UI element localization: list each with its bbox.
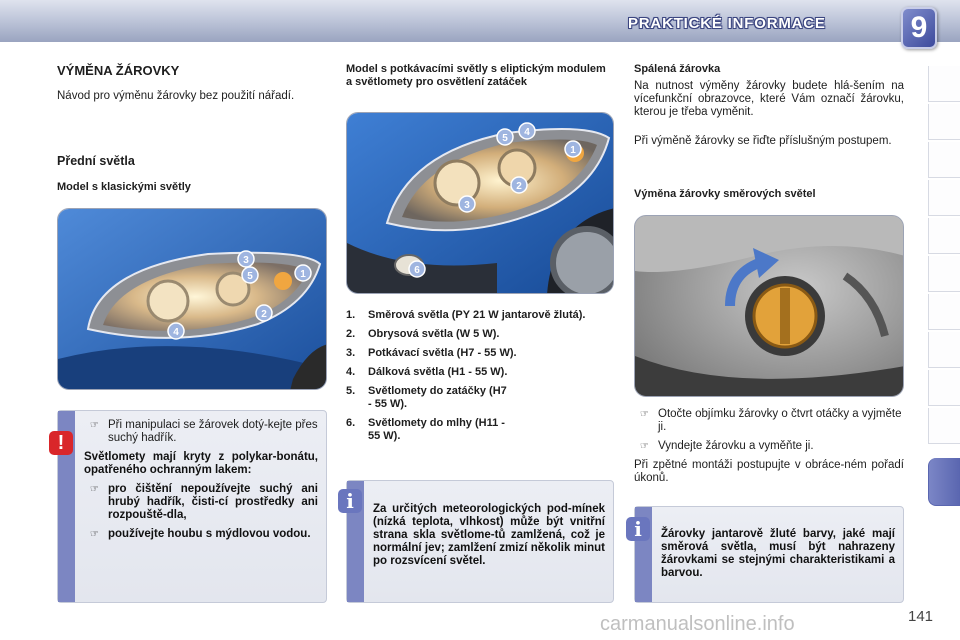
reassembly-text: Při zpětné montáži postupujte v obráce-ném pořadí úkonů. — [634, 459, 904, 484]
callout-marker — [565, 141, 581, 157]
svg-text:5: 5 — [502, 133, 508, 144]
callout-marker — [238, 251, 254, 267]
side-tab[interactable] — [928, 256, 960, 292]
svg-text:2: 2 — [516, 181, 522, 192]
page-number: 141 — [908, 608, 934, 625]
step-bullet: ☞ Vyndejte žárovku a vyměňte ji. — [634, 440, 904, 453]
side-tab[interactable] — [928, 66, 960, 102]
callout-marker — [511, 177, 527, 193]
svg-text:1: 1 — [300, 269, 306, 280]
info-note — [634, 506, 904, 603]
elliptic-headlamp-photo — [346, 112, 614, 294]
info-icon: i — [626, 517, 650, 541]
list-item: 2. Obrysová světla (W 5 W). — [346, 328, 500, 340]
watermark: carmanualsonline.info — [600, 613, 795, 635]
warning-bullet: ☞ používejte houbu s mýdlovou vodou. — [84, 528, 318, 541]
list-item: 3. Potkávací světla (H7 - 55 W). — [346, 347, 517, 359]
svg-text:5: 5 — [247, 271, 253, 282]
classic-model-heading: Model s klasickými světly — [57, 181, 191, 193]
bulb-steps — [634, 408, 904, 485]
finger-pointer-icon: ☞ — [90, 420, 99, 431]
side-tab[interactable] — [928, 142, 960, 178]
callout-marker — [242, 267, 258, 283]
callout-marker — [497, 129, 513, 145]
chapter-badge: 9 — [901, 7, 937, 49]
warning-bold-text: Světlomety mají kryty z polykar-bonátu, opatřeného ochranným lakem: — [84, 451, 318, 476]
side-tab[interactable] — [928, 104, 960, 140]
list-item: 5. Světlomety do zatáčky (H7 - 55 W). — [346, 385, 507, 410]
warning-note — [57, 410, 327, 603]
svg-text:3: 3 — [243, 255, 249, 266]
elliptic-model-heading: Model s potkávacími světly s eliptickým modulem a světlomety pro osvětlení zatáček — [346, 63, 606, 88]
callout-marker — [295, 265, 311, 281]
svg-text:4: 4 — [524, 127, 530, 138]
callout-marker — [256, 305, 272, 321]
finger-pointer-icon: ☞ — [640, 441, 649, 452]
warning-bullet: ☞ pro čištění nepoužívejte suchý ani hrubý hadřík, čisti-cí prostředky ani rozpouště-dla, — [84, 483, 318, 522]
info-text: Žárovky jantarově žluté barvy, jaké mají směrová světla, musí být nahrazeny žárovkami se stejnými charakteristikami a barvou. — [661, 528, 895, 579]
info-icon: i — [338, 489, 362, 513]
side-tab[interactable] — [928, 218, 960, 254]
svg-text:1: 1 — [570, 145, 576, 156]
info-text: Za určitých meteorologických pod-mínek (nízká teplota, vlhkost) může být vnitřní strana skla světlome-tů zamlžená, což je normální jev; zamlžení zmizí několik minut po rozsvícení světel. — [373, 503, 605, 567]
svg-text:3: 3 — [464, 200, 470, 211]
photo-callouts — [347, 113, 614, 294]
bulb-list — [346, 309, 596, 449]
warning-bullet: ☞ Při manipulaci se žárovek dotý-kejte přes suchý hadřík. — [84, 419, 318, 445]
side-tab[interactable] — [928, 370, 960, 406]
side-tab[interactable] — [928, 408, 960, 444]
burnt-bulb-heading: Spálená žárovka — [634, 63, 721, 75]
photo-callouts — [58, 209, 327, 390]
intro-text: Návod pro výměnu žárovky bez použití nářadí. — [57, 90, 295, 102]
list-item: 6. Světlomety do mlhy (H11 - 55 W). — [346, 417, 505, 442]
svg-text:4: 4 — [173, 327, 179, 338]
page-title: PRAKTICKÉ INFORMACE — [628, 15, 826, 32]
exclamation-icon: ! — [49, 431, 73, 455]
finger-pointer-icon: ☞ — [90, 484, 99, 495]
callout-marker — [168, 323, 184, 339]
svg-text:2: 2 — [261, 309, 267, 320]
indicator-bulb-heading: Výměna žárovky směrových světel — [634, 188, 816, 200]
side-tab[interactable] — [928, 180, 960, 216]
classic-headlamp-photo — [57, 208, 327, 390]
section-title: VÝMĚNA ŽÁROVKY — [57, 63, 180, 78]
side-tab-active[interactable] — [928, 458, 960, 506]
info-note — [346, 480, 614, 603]
procedure-text: Při výměně žárovky se řiďte příslušným postupem. — [634, 135, 892, 147]
burnt-bulb-text: Na nutnost výměny žárovky budete hlá-šením na vícefunkční obrazovce, které Vám označí žárovku, kterou je třeba vyměnit. — [634, 80, 904, 118]
bulb-replacement-photo — [634, 215, 904, 397]
side-tab[interactable] — [928, 294, 960, 330]
side-tab[interactable] — [928, 332, 960, 368]
callout-marker — [409, 261, 425, 277]
finger-pointer-icon: ☞ — [90, 529, 99, 540]
front-lights-heading: Přední světla — [57, 154, 135, 168]
step-bullet: ☞ Otočte objímku žárovky o čtvrt otáčky a vyjměte ji. — [634, 408, 904, 434]
svg-text:6: 6 — [414, 265, 420, 276]
callout-marker — [459, 196, 475, 212]
list-item: 1. Směrová světla (PY 21 W jantarově žlutá). — [346, 309, 586, 321]
finger-pointer-icon: ☞ — [640, 409, 649, 420]
callout-marker — [519, 123, 535, 139]
list-item: 4. Dálková světla (H1 - 55 W). — [346, 366, 508, 378]
